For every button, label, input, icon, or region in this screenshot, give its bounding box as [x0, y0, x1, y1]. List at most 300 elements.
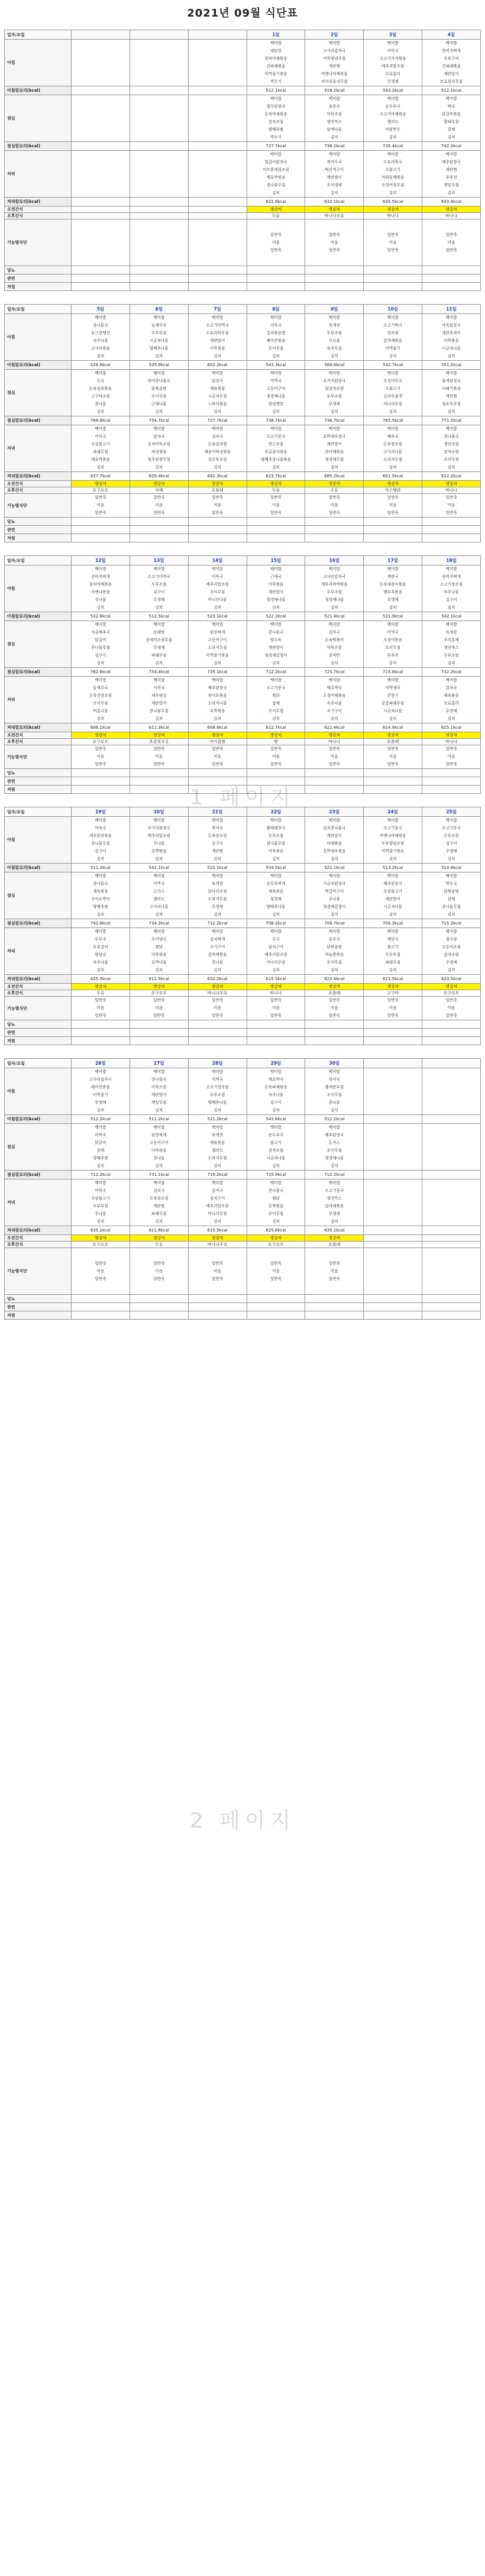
sodium-cell	[130, 1295, 188, 1303]
menu-item: 미역줄기볶음	[381, 849, 405, 854]
menu-item: 백미밥	[153, 874, 165, 878]
am-snack-cell: 생강차	[305, 984, 364, 990]
menu-item: 소고기무국	[442, 826, 461, 830]
menu-item: 무생채	[445, 849, 457, 854]
dinner-cell	[364, 1179, 422, 1226]
menu-item: 찜닭	[272, 693, 280, 698]
menu-item: 두부조림	[151, 582, 167, 587]
menu-item: 무국	[96, 379, 105, 383]
page-watermark: 1 페이지	[189, 786, 296, 810]
day-header: 3일	[364, 30, 422, 40]
menu-item: 메추리알조림	[206, 582, 229, 587]
menu-item: 일반죽	[328, 1013, 340, 1018]
menu-item: 김치	[96, 465, 105, 470]
low-cell	[364, 1311, 422, 1320]
menu-item: 일반죽	[212, 495, 224, 500]
am-snack-cell: 생강차	[364, 732, 422, 739]
menu-item: 백미밥	[153, 678, 165, 683]
am-snack-cell: 생강차	[247, 984, 305, 990]
soft-diet-cell	[188, 219, 247, 266]
renal-cell	[305, 777, 364, 786]
row-label-low: 저염	[5, 1311, 72, 1320]
breakfast-kcal-cell: 522.1kcal	[305, 864, 364, 872]
menu-item: 김치	[272, 912, 280, 917]
menu-item: 우거지된장국	[147, 826, 170, 830]
menu-item: 콩비지찌개	[442, 49, 461, 53]
menu-item: 백미밥	[95, 678, 106, 683]
lunch-cell	[305, 1124, 364, 1171]
pm-snack-cell: 우유	[305, 487, 364, 494]
am-snack-cell: 생강차	[130, 984, 188, 990]
sodium-cell	[188, 518, 247, 526]
menu-item: 백미밥	[387, 96, 399, 101]
menu-item: 북어무국	[326, 160, 342, 164]
menu-item: 잡채	[96, 1148, 105, 1153]
menu-item: 애호박볶음	[90, 457, 110, 462]
dinner-cell	[72, 1179, 130, 1226]
menu-item: 미음	[447, 503, 455, 508]
menu-item: 참나물무침	[266, 841, 286, 846]
row-renal	[5, 777, 481, 786]
day-header: 26일	[72, 1059, 130, 1068]
menu-item: 어묵국	[95, 1188, 106, 1193]
menu-item: 김치	[214, 716, 221, 721]
pm-snack-cell: 요구르트	[247, 1242, 305, 1248]
lunch-cell	[422, 621, 481, 668]
low-cell	[130, 1037, 188, 1045]
menu-item: 콩나물국	[268, 630, 284, 635]
sodium-cell	[422, 769, 481, 777]
breakfast-cell	[305, 565, 364, 612]
sodium-cell	[188, 266, 247, 274]
menu-item: 김치	[214, 661, 221, 665]
menu-item: 소불고기	[385, 386, 400, 391]
menu-item: 백미밥	[212, 426, 224, 431]
menu-item: 김치찌개	[209, 937, 225, 942]
row-label-pm-snack: 오후간식	[5, 990, 72, 997]
lunch-kcal-cell	[364, 1171, 422, 1179]
am-snack-cell	[72, 206, 130, 213]
menu-item: 감자조림	[268, 119, 284, 124]
week-gap	[4, 794, 481, 807]
am-snack-cell: 생강차	[247, 1235, 305, 1242]
sodium-cell	[188, 769, 247, 777]
menu-item: 백미밥	[270, 1069, 282, 1074]
menu-item: 김치	[447, 605, 455, 610]
row-renal	[5, 1303, 481, 1311]
menu-item: 어묵국	[95, 434, 106, 439]
menu-item: 김치	[214, 856, 221, 861]
menu-item: 미음	[389, 240, 397, 245]
row-label-lunch-kcal: 점심칼로리(kcal)	[5, 416, 72, 425]
row-sodium	[5, 518, 481, 526]
menu-item: 미음	[447, 1006, 455, 1010]
menu-item: 돈육야채볶음	[264, 112, 287, 117]
menu-item: 오이생채	[326, 183, 342, 188]
lunch-kcal-cell: 771.2kcal	[422, 416, 481, 425]
dinner-kcal-cell: 612.2kcal	[422, 472, 481, 481]
soft-diet-cell	[130, 1248, 188, 1295]
menu-item: 감자국	[328, 630, 340, 635]
row-soft-diet	[5, 745, 481, 769]
day-header: 30일	[305, 1059, 364, 1068]
dinner-cell	[130, 151, 188, 198]
row-lunch	[5, 370, 481, 416]
menu-item: 일반죽	[212, 762, 224, 767]
breakfast-kcal-cell: 518.2kcal	[305, 86, 364, 95]
row-sodium	[5, 1295, 481, 1303]
menu-item: 콩나물국	[444, 434, 459, 439]
menu-item: 콩나물국	[93, 323, 108, 328]
day-header: 7일	[188, 305, 247, 314]
menu-item: 미음	[389, 503, 397, 508]
menu-item: 청포묵무침	[442, 402, 461, 406]
menu-item: 야채볶음	[326, 841, 342, 846]
sodium-cell	[364, 769, 422, 777]
low-cell	[72, 534, 130, 542]
menu-item: 열무된장국	[266, 104, 286, 109]
menu-item: 어묵볶음	[151, 1148, 167, 1153]
menu-item: 계란말이	[444, 72, 459, 76]
week-gap	[4, 291, 481, 304]
low-cell	[305, 283, 364, 291]
am-snack-cell: 생강차	[130, 732, 188, 739]
renal-cell	[72, 1029, 130, 1037]
menu-item: 새우튀김	[151, 693, 167, 698]
dinner-kcal-cell: 622.9kcal	[247, 198, 305, 206]
dinner-kcal-cell: 611.3kcal	[130, 723, 188, 732]
menu-item: 양배추나물	[208, 1100, 227, 1105]
pm-snack-cell: 요플레	[305, 1242, 364, 1248]
lunch-cell	[305, 621, 364, 668]
row-lunch	[5, 95, 481, 142]
menu-item: 양배추찜	[268, 127, 284, 132]
menu-item: 꼬치어묵조림	[147, 442, 170, 447]
pm-snack-cell: 바나나	[422, 213, 481, 219]
menu-item: 미음	[214, 754, 221, 759]
soft-diet-cell	[305, 219, 364, 266]
menu-item: 미음	[272, 1006, 280, 1010]
menu-item: 백미밥	[387, 874, 399, 878]
am-snack-cell: 생강차	[364, 206, 422, 213]
pm-snack-cell: 아가찹쌀	[188, 739, 247, 745]
menu-item: 생선까스	[444, 645, 459, 650]
row-pm-snack	[5, 739, 481, 745]
menu-item: 백미밥	[328, 1181, 340, 1185]
menu-item: 양배추쌈	[93, 1156, 108, 1161]
renal-cell	[72, 777, 130, 786]
menu-item: 백미밥	[212, 1181, 224, 1185]
menu-item: 백미밥	[387, 315, 399, 320]
row-am-snack	[5, 984, 481, 990]
menu-item: 백미밥	[387, 426, 399, 431]
lunch-cell	[364, 872, 422, 919]
low-cell	[422, 534, 481, 542]
row-date	[5, 305, 481, 314]
day-header: 5일	[72, 305, 130, 314]
breakfast-kcal-cell: 602.2kcal	[188, 361, 247, 370]
sodium-cell	[305, 1020, 364, 1029]
menu-item: 오리훈제	[444, 638, 459, 642]
menu-item: 부추전	[445, 175, 457, 180]
menu-item: 동그랑땡전	[90, 331, 110, 335]
menu-item: 치커리유자무침	[321, 79, 348, 84]
row-dinner	[5, 425, 481, 472]
day-header: 22일	[247, 807, 305, 817]
dinner-cell	[130, 928, 188, 975]
menu-item: 우거지된장국	[323, 379, 346, 383]
lunch-cell	[72, 95, 130, 142]
breakfast-kcal-cell: 521.4kcal	[305, 612, 364, 621]
menu-item: 돈육장조림	[383, 442, 403, 447]
day-header: 18일	[422, 556, 481, 565]
menu-item: 미역줄기볶음	[264, 72, 287, 76]
menu-item: 애호박국	[326, 686, 342, 690]
menu-item: 된장찌개	[151, 1133, 167, 1137]
menu-item: 근대국	[270, 574, 282, 579]
sodium-cell	[130, 1020, 188, 1029]
row-breakfast	[5, 40, 481, 86]
row-label-lunch-kcal: 점심칼로리(kcal)	[5, 142, 72, 151]
menu-item: 삼색나물	[326, 127, 342, 132]
row-label-lunch: 점심	[5, 1124, 72, 1171]
menu-item: 도토리묵무침	[206, 331, 229, 335]
day-header: 25일	[422, 807, 481, 817]
dinner-kcal-cell: 608.8kcal	[188, 723, 247, 732]
pm-snack-cell: 고구마	[364, 990, 422, 997]
menu-item: 김치	[155, 661, 163, 665]
row-breakfast-kcal	[5, 1115, 481, 1124]
breakfast-cell	[247, 565, 305, 612]
menu-item: 일반죽	[328, 762, 340, 767]
menu-item: 북어콩나물국	[147, 379, 170, 383]
week-table-4	[4, 807, 481, 1045]
menu-item: 호박새우볶음	[323, 849, 346, 854]
row-label-renal: 관련	[5, 777, 72, 786]
row-label-date: 일자/요일	[5, 305, 72, 314]
row-label-am-snack: 오전간식	[5, 206, 72, 213]
menu-item: 브로컬리무침	[439, 79, 463, 84]
row-label-lunch: 점심	[5, 370, 72, 416]
menu-item: 육개장	[212, 1133, 224, 1137]
menu-item: 김치	[272, 190, 280, 195]
sodium-cell	[130, 769, 188, 777]
am-snack-cell: 생강차	[305, 481, 364, 487]
menu-item: 백미밥	[387, 152, 399, 157]
renal-cell	[305, 274, 364, 283]
breakfast-kcal-cell	[364, 1115, 422, 1124]
menu-item: 쥐어채볶음	[325, 450, 344, 454]
dinner-kcal-cell: 685.2kcal	[305, 472, 364, 481]
lunch-kcal-cell: 712.2kcal	[188, 919, 247, 928]
row-dinner-kcal	[5, 975, 481, 984]
menu-item: 깻잎무침	[444, 183, 459, 188]
menu-item: 김구이	[212, 841, 224, 846]
menu-item: 백미밥	[153, 1181, 165, 1185]
menu-item: 찜닭	[272, 1196, 280, 1201]
menu-item: 고등어구이	[149, 1140, 169, 1145]
row-label-soft-diet: 기능별식단	[5, 494, 72, 518]
row-label-lunch-kcal: 점심칼로리(kcal)	[5, 1171, 72, 1179]
menu-item: 조기구이	[326, 709, 342, 713]
lunch-kcal-cell: 785.5kcal	[364, 416, 422, 425]
row-dinner-kcal	[5, 472, 481, 481]
menu-item: 고사리나물	[149, 904, 169, 909]
row-label-sodium: 당뇨	[5, 1020, 72, 1029]
menu-item: 제육볶음	[268, 889, 284, 894]
menu-item: 어묵양념조림	[323, 56, 346, 61]
menu-item: 일반죽	[445, 510, 457, 515]
menu-item: 닭다리조림	[208, 889, 227, 894]
breakfast-cell	[130, 565, 188, 612]
row-soft-diet	[5, 494, 481, 518]
dinner-kcal-cell: 615.1kcal	[422, 723, 481, 732]
am-snack-cell: 생강차	[422, 984, 481, 990]
menu-item: 배추된장국	[442, 160, 461, 164]
pm-snack-cell: 요플레	[188, 487, 247, 494]
soft-diet-cell	[72, 494, 130, 518]
menu-item: 무생채	[387, 597, 399, 602]
menu-item: 백미밥	[445, 96, 457, 101]
menu-item: 새우완자볶음	[89, 833, 112, 838]
menu-item: 고구마조림	[90, 394, 110, 399]
dinner-cell	[247, 425, 305, 472]
lunch-cell	[130, 872, 188, 919]
day-header: 19일	[72, 807, 130, 817]
breakfast-kcal-cell: 512.2kcal	[305, 1115, 364, 1124]
menu-item: 계란찜	[445, 167, 457, 172]
dinner-cell	[422, 425, 481, 472]
menu-item: 백미밥	[328, 622, 340, 627]
row-pm-snack	[5, 1242, 481, 1248]
menu-item: 김치	[96, 661, 105, 665]
lunch-kcal-cell: 712.2kcal	[305, 1171, 364, 1179]
menu-item: 백미밥	[445, 426, 457, 431]
breakfast-cell	[72, 314, 130, 361]
day-header: 8일	[247, 305, 305, 314]
menu-item: 순두부찌개	[266, 881, 286, 886]
row-label-lunch-kcal: 점심칼로리(kcal)	[5, 668, 72, 677]
menu-item: 일반죽	[95, 1276, 106, 1281]
breakfast-kcal-cell: 543.2kcal	[364, 86, 422, 95]
pm-snack-cell	[364, 1242, 422, 1248]
menu-item: 백미밥	[387, 622, 399, 627]
menu-item: 청경채무침	[325, 457, 344, 462]
menu-item: 계란국	[387, 937, 399, 942]
low-cell	[130, 786, 188, 794]
row-label-date: 일자/요일	[5, 556, 72, 565]
low-cell	[188, 534, 247, 542]
dinner-cell	[247, 677, 305, 723]
lunch-cell	[247, 872, 305, 919]
menu-item: 두부조림	[326, 331, 342, 335]
soft-diet-cell	[305, 1248, 364, 1295]
pm-snack-cell: 바나나	[364, 213, 422, 219]
low-cell	[422, 1311, 481, 1320]
soft-diet-cell	[72, 1248, 130, 1295]
menu-item: 백미밥	[270, 1125, 282, 1130]
lunch-cell	[72, 621, 130, 668]
menu-item: 계란말이	[151, 701, 167, 706]
dinner-kcal-cell: 635.1kcal	[305, 1226, 364, 1235]
menu-item: 김치국	[212, 434, 224, 439]
row-am-snack	[5, 206, 481, 213]
am-snack-cell: 생강차	[130, 481, 188, 487]
dinner-kcal-cell	[422, 1226, 481, 1235]
menu-item: 백미밥	[95, 874, 106, 878]
row-label-breakfast: 아침	[5, 565, 72, 612]
soft-diet-cell	[305, 997, 364, 1020]
low-cell	[305, 786, 364, 794]
menu-item: 호박볶음	[268, 1204, 284, 1208]
menu-item: 미음	[155, 1006, 163, 1010]
menu-item: 콩나물	[328, 1100, 340, 1105]
menu-item: 미음	[447, 754, 455, 759]
day-header: 12일	[72, 556, 130, 565]
menu-item: 숙주나물	[93, 338, 108, 343]
menu-item: 미역국	[153, 881, 165, 886]
lunch-cell	[305, 370, 364, 416]
breakfast-cell	[247, 817, 305, 864]
menu-item: 닭볶음탕	[326, 945, 342, 949]
lunch-cell	[422, 95, 481, 142]
menu-item: 도라지무침	[208, 645, 227, 650]
menu-item: 김치	[96, 409, 105, 414]
lunch-cell	[247, 1124, 305, 1171]
renal-cell	[247, 777, 305, 786]
soft-diet-cell	[422, 219, 481, 266]
menu-item: 김치	[330, 968, 338, 972]
breakfast-kcal-cell: 542.1kcal	[130, 864, 188, 872]
row-label-pm-snack: 오후간식	[5, 1242, 72, 1248]
dinner-kcal-cell: 621.5kcal	[364, 975, 422, 984]
row-label-soft-diet: 기능별식단	[5, 1248, 72, 1295]
menu-item: 떡국	[447, 104, 455, 109]
menu-item: 김치	[330, 1219, 338, 1224]
menu-item: 유부국	[328, 937, 340, 942]
menu-item: 미음	[330, 503, 338, 508]
lunch-cell	[364, 621, 422, 668]
renal-cell	[247, 1303, 305, 1311]
menu-item: 숙주나물	[268, 1093, 284, 1097]
row-label-lunch: 점심	[5, 872, 72, 919]
dinner-cell	[188, 677, 247, 723]
menu-item: 오이냉국	[151, 937, 167, 942]
menu-item: 김치	[330, 354, 338, 358]
menu-item: 계란말이	[268, 645, 284, 650]
renal-cell	[305, 1029, 364, 1037]
menu-item: 백미밥	[95, 622, 106, 627]
breakfast-kcal-cell: 512.5kcal	[130, 612, 188, 621]
dinner-cell	[364, 425, 422, 472]
menu-item: 백미밥	[270, 622, 282, 627]
day-header: 6일	[130, 305, 188, 314]
lunch-cell	[130, 95, 188, 142]
menu-item: 시금치나물	[149, 338, 169, 343]
breakfast-kcal-cell: 543.6kcal	[247, 1115, 305, 1124]
soft-diet-cell	[72, 219, 130, 266]
low-cell	[130, 283, 188, 291]
dinner-kcal-cell	[188, 198, 247, 206]
row-label-low: 저염	[5, 283, 72, 291]
row-label-am-snack: 오전간식	[5, 1235, 72, 1242]
row-lunch-kcal	[5, 668, 481, 677]
sodium-cell	[72, 1295, 130, 1303]
menu-item: 백미밥	[328, 96, 340, 101]
menu-item: 미음	[330, 1268, 338, 1274]
day-header: 14일	[188, 556, 247, 565]
menu-item: 공중파래무침	[381, 701, 405, 706]
